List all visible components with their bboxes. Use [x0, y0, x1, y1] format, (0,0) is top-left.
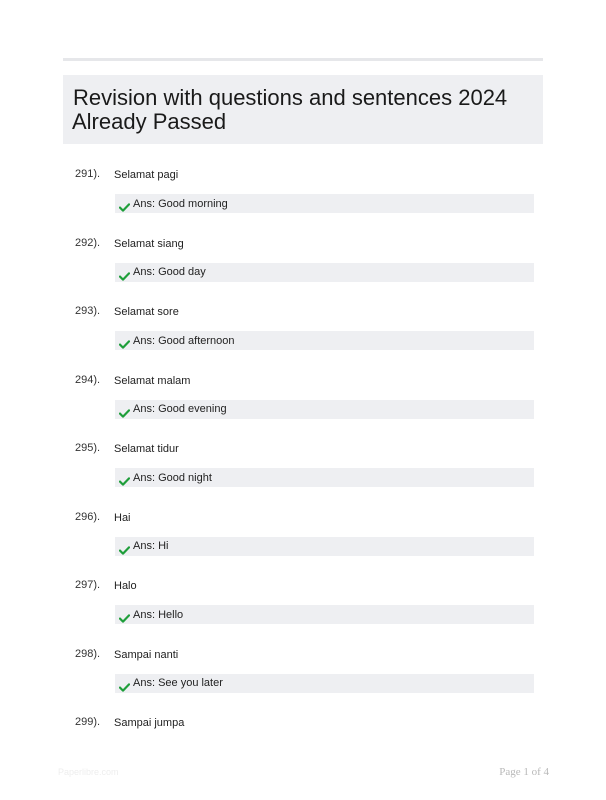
question-item	[0, 579, 606, 639]
question-number: 299).	[75, 716, 101, 728]
document-title-line-1: Revision with questions and sentences 2024	[73, 85, 508, 110]
question-number: 296).	[75, 510, 101, 523]
answer-text: Ans: Good afternoon	[133, 334, 235, 347]
check-icon	[119, 679, 130, 688]
question-item	[0, 237, 606, 297]
answer-text: Ans: Good morning	[133, 197, 228, 210]
answer-box	[115, 605, 534, 624]
question-text: Selamat sore	[114, 306, 179, 318]
question-number: 298).	[75, 647, 101, 660]
document-title-line-2: Already Passed	[72, 109, 227, 134]
check-icon	[119, 610, 130, 619]
check-icon	[119, 268, 130, 277]
question-item	[0, 511, 606, 571]
question-item	[0, 305, 606, 365]
answer-text: Ans: Good night	[133, 471, 212, 484]
check-icon	[119, 542, 130, 551]
answer-box	[115, 263, 534, 282]
question-text: Sampai nanti	[114, 648, 179, 661]
answer-text: Ans: Good day	[133, 266, 206, 278]
question-text: Selamat pagi	[114, 169, 179, 181]
question-item	[0, 374, 606, 434]
answer-box	[115, 674, 534, 693]
answer-box	[115, 194, 534, 213]
footer-watermark: Paperlibre.com	[58, 767, 119, 777]
answer-box	[115, 537, 534, 556]
question-number: 292).	[75, 236, 101, 249]
answer-box	[115, 400, 534, 419]
question-number: 291).	[75, 168, 101, 180]
answer-text: Ans: See you later	[133, 677, 223, 689]
question-number: 293).	[75, 305, 101, 317]
answer-box	[115, 468, 534, 487]
question-text: Hai	[114, 511, 131, 524]
check-icon	[119, 199, 130, 208]
question-number: 294).	[75, 373, 101, 386]
answer-box	[115, 331, 534, 350]
check-icon	[119, 405, 130, 414]
question-number: 295).	[75, 442, 101, 454]
question-item	[0, 442, 606, 502]
page-number: Page 1 of 4	[499, 766, 549, 778]
question-item	[0, 648, 606, 708]
answer-text: Ans: Hi	[133, 540, 169, 552]
check-icon	[119, 336, 130, 345]
question-text: Halo	[114, 580, 137, 592]
question-item	[0, 168, 606, 228]
question-text: Sampai jumpa	[114, 717, 185, 729]
answer-text: Ans: Hello	[133, 608, 184, 621]
answer-text: Ans: Good evening	[133, 403, 227, 415]
question-text: Selamat siang	[114, 237, 184, 250]
question-number: 297).	[75, 579, 101, 591]
check-icon	[119, 473, 130, 482]
question-text: Selamat tidur	[114, 443, 179, 455]
question-text: Selamat malam	[114, 374, 191, 387]
